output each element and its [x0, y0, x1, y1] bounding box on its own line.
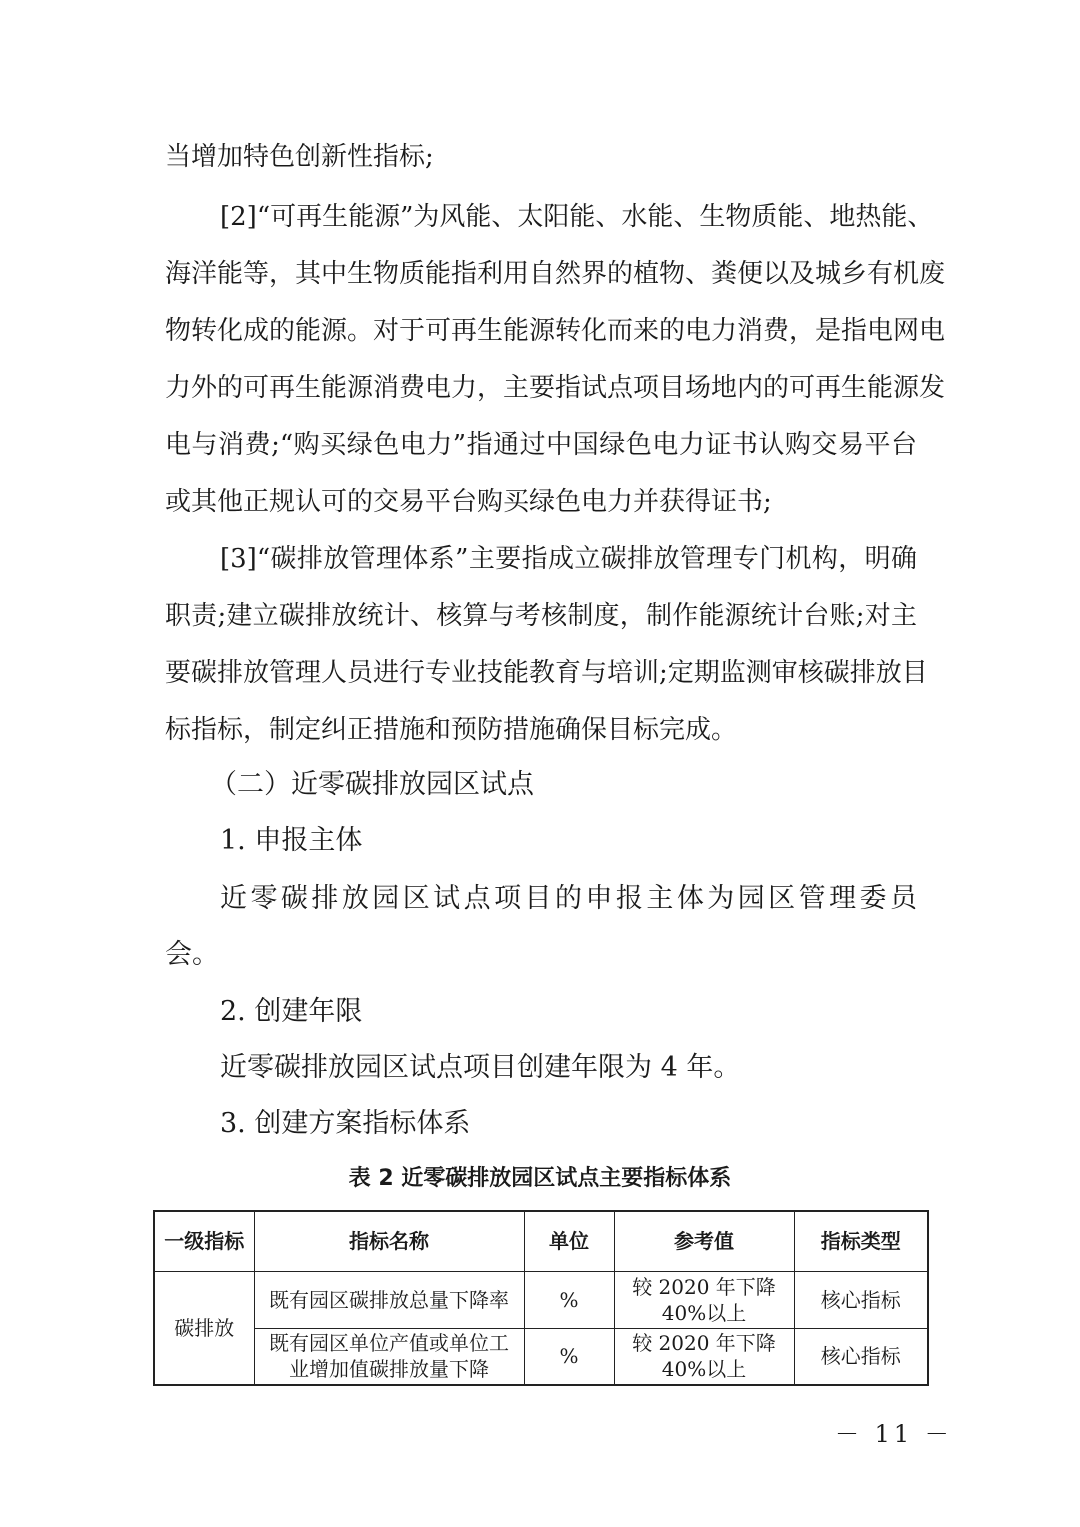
- paragraph-line: 当增加特色创新性指标;: [165, 142, 434, 172]
- paragraph-line: 标指标，制定纠正措施和预防措施确保目标完成。: [165, 715, 738, 745]
- indicator-name-cell: 既有园区碳排放总量下降率: [254, 1271, 524, 1328]
- paragraph-line: 电与消费;“购买绿色电力”指通过中国绿色电力证书认购交易平台: [165, 430, 917, 460]
- item-heading: 1. 申报主体: [220, 825, 363, 856]
- reference-cell: 较 2020 年下降 40%以上: [614, 1328, 794, 1385]
- paragraph-line: 海洋能等，其中生物质能指利用自然界的植物、粪便以及城乡有机废: [165, 259, 946, 289]
- paragraph-line: 或其他正规认可的交易平台购买绿色电力并获得证书;: [165, 487, 772, 517]
- group-label-cell: 碳排放: [154, 1271, 254, 1385]
- column-header: 一级指标: [154, 1211, 254, 1271]
- paragraph-line: 要碳排放管理人员进行专业技能教育与培训;定期监测审核碳排放目: [165, 658, 928, 688]
- unit-cell: %: [524, 1328, 614, 1385]
- table-caption: 表 2 近零碳排放园区试点主要指标体系: [348, 1166, 732, 1191]
- paragraph-line: 职责;建立碳排放统计、核算与考核制度，制作能源统计台账;对主: [165, 601, 917, 631]
- column-header: 指标名称: [254, 1211, 524, 1271]
- indicator-name-cell: 既有园区单位产值或单位工业增加值碳排放量下降: [254, 1328, 524, 1385]
- type-cell: 核心指标: [794, 1328, 928, 1385]
- section-heading: （二）近零碳排放园区试点: [210, 769, 534, 800]
- column-header: 指标类型: [794, 1211, 928, 1271]
- column-header: 单位: [524, 1211, 614, 1271]
- item-heading: 2. 创建年限: [220, 996, 363, 1027]
- paragraph-line: 近零碳排放园区试点项目创建年限为 4 年。: [220, 1052, 741, 1083]
- table-row: [154, 1271, 928, 1328]
- page-number: － 11 －: [835, 1420, 953, 1448]
- paragraph-line: 力外的可再生能源消费电力，主要指试点项目场地内的可再生能源发: [165, 373, 946, 403]
- paragraph-line: 会。: [165, 939, 219, 970]
- table-row: [154, 1328, 928, 1385]
- paragraph-line: [2]“可再生能源”为风能、太阳能、水能、生物质能、地热能、: [220, 202, 934, 232]
- table-header-row: [154, 1211, 928, 1271]
- unit-cell: %: [524, 1271, 614, 1328]
- indicator-table: [153, 1210, 929, 1386]
- type-cell: 核心指标: [794, 1271, 928, 1328]
- reference-cell: 较 2020 年下降 40%以上: [614, 1271, 794, 1328]
- item-heading: 3. 创建方案指标体系: [220, 1108, 471, 1139]
- column-header: 参考值: [614, 1211, 794, 1271]
- paragraph-line: [3]“碳排放管理体系”主要指成立碳排放管理专门机构，明确: [220, 544, 917, 574]
- paragraph-line: 近零碳排放园区试点项目的申报主体为园区管理委员: [220, 883, 917, 914]
- paragraph-line: 物转化成的能源。对于可再生能源转化而来的电力消费，是指电网电: [165, 316, 946, 346]
